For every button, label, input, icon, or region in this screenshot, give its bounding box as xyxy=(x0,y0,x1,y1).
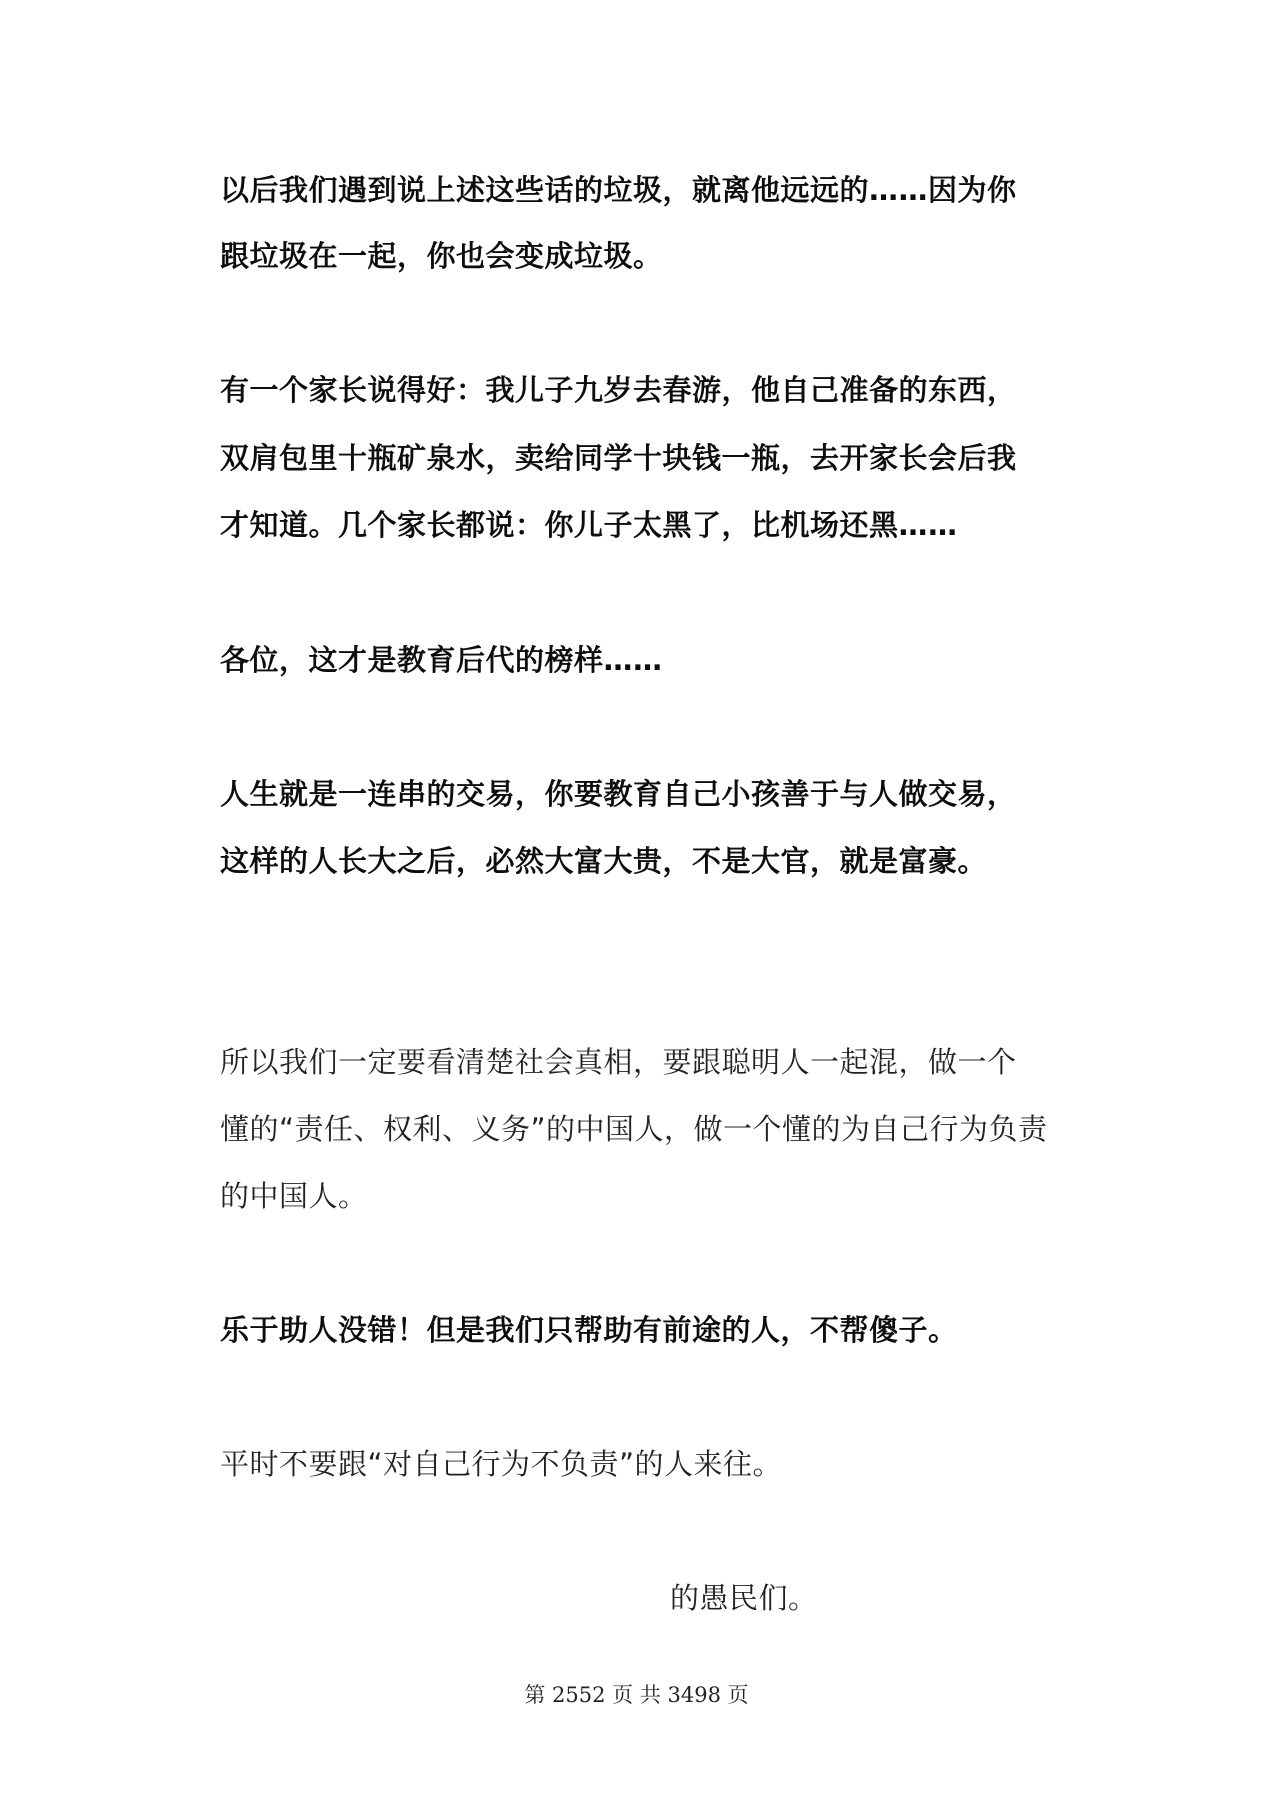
paragraph-6-line-1: 乐于助人没错！但是我们只帮助有前途的人，不帮傻子。 xyxy=(220,1313,958,1347)
paragraph-4-line-2: 这样的人长大之后，必然大富大贵，不是大官，就是富豪。 xyxy=(220,844,988,878)
page-number: 第 2552 页 共 3498 页 xyxy=(524,1683,749,1707)
paragraph-5-line-1: 所以我们一定要看清楚社会真相，要跟聪明人一起混，做一个 xyxy=(220,1045,1017,1079)
paragraph-4-line-1: 人生就是一连串的交易，你要教育自己小孩善于与人做交易， xyxy=(220,777,1017,811)
paragraph-2-line-2: 双肩包里十瓶矿泉水，卖给同学十块钱一瓶，去开家长会后我 xyxy=(220,441,1017,475)
paragraph-7-line-1: 平时不要跟“对自己行为不负责”的人来往。 xyxy=(220,1447,783,1481)
paragraph-5-line-2: 懂的“责任、权利、义务”的中国人，做一个懂的为自己行为负责 xyxy=(220,1112,1048,1146)
paragraph-2-line-1: 有一个家长说得好：我儿子九岁去春游，他自己准备的东西， xyxy=(220,373,1017,407)
paragraph-3-line-1: 各位，这才是教育后代的榜样…… xyxy=(220,643,663,677)
paragraph-8-line-1: 的愚民们。 xyxy=(670,1581,818,1615)
paragraph-2-line-3: 才知道。几个家长都说：你儿子太黑了，比机场还黑…… xyxy=(220,508,958,542)
paragraph-1-line-1: 以后我们遇到说上述这些话的垃圾，就离他远远的……因为你 xyxy=(220,173,1017,207)
paragraph-1-line-2: 跟垃圾在一起，你也会变成垃圾。 xyxy=(220,239,663,273)
paragraph-5-line-3: 的中国人。 xyxy=(220,1179,368,1213)
